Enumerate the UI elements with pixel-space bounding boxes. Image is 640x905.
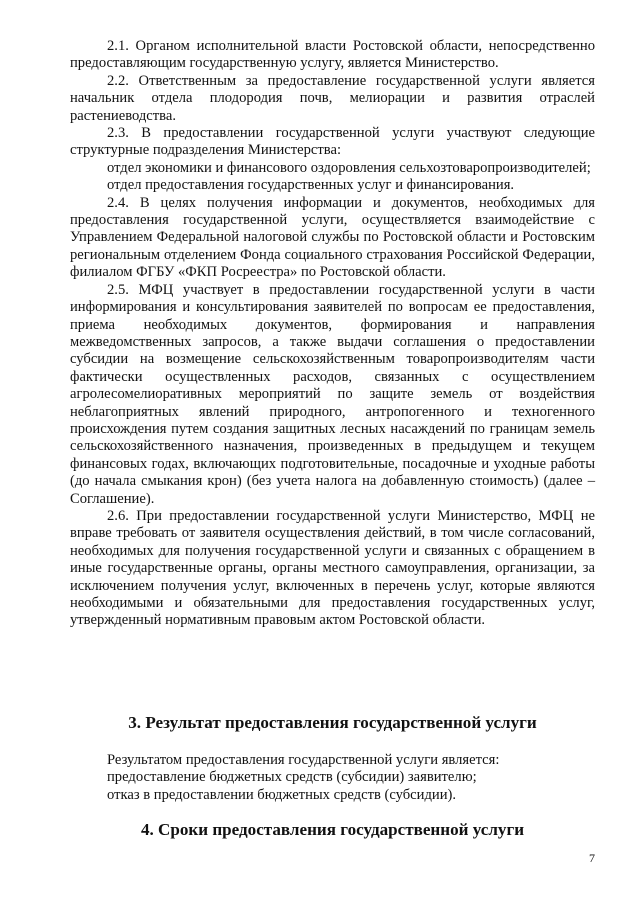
section-3-heading: 3. Результат предоставления государственной услуги bbox=[128, 713, 537, 732]
paragraph-2-3: 2.3. В предоставлении государственной услуги участвуют следующие структурные подразделения Министерства: bbox=[70, 125, 595, 159]
paragraph-2-5: 2.5. МФЦ участвует в предоставлении государственной услуги в части информирования и консультирования заявителей по вопросам ее предоставления, приема необходимых документов, формирования и направления межведомственных запросов, а также выдачи соглашения о предоставлении субсидии на возмещение сельскохозяйственным товаропроизводителям части фактически осуществленных расходов, связанных с осуществлением агролесомелиоративных мероприятий по защите земель от воздействия неблагоприятных явлений природного, антропогенного и техногенного происхождения путем создания защитных лесных насаждений по границам земель сельскохозяйственного назначения, произведенных в предыдущем и текущем финансовых годах, включающих подготовительные, посадочные и уходные работы (до начала смыкания крон) (без учета налога на добавленную стоимость) (далее – Соглашение). bbox=[70, 281, 595, 507]
paragraph-2-6: 2.6. При предоставлении государственной услуги Министерство, МФЦ не вправе требовать от заявителя осуществления действий, в том числе согласований, необходимых для получения государственной услуги и связанных с обращением в иные государственные органы, органы местного самоуправления, организации, за исключением получения услуг, включенных в перечень услуг, которые являются необходимыми и обязательными для предоставления государственных услуг, утвержденный нормативным правовым актом Ростовской области. bbox=[70, 507, 595, 629]
page-number: 7 bbox=[589, 851, 595, 865]
section-4-heading: 4. Сроки предоставления государственной услуги bbox=[140, 820, 525, 839]
paragraph-2-3-item-economics: отдел экономики и финансового оздоровления сельхозтоваропроизводителей; bbox=[107, 159, 591, 176]
result-intro: Результатом предоставления государственной услуги является: bbox=[107, 752, 500, 768]
paragraph-2-3-item-services: отдел предоставления государственных услуг и финансирования. bbox=[107, 177, 515, 194]
paragraph-2-4: 2.4. В целях получения информации и документов, необходимых для предоставления государственной услуги, осуществляется взаимодействие с Управлением Федеральной налоговой службы по Ростовской области и Ростовским региональным отделением Фонда социального страхования Российской Федерации, филиалом ФГБУ «ФКП Росреестра» по Ростовской области. bbox=[70, 194, 595, 281]
section-2-body bbox=[70, 38, 595, 630]
section-3-body bbox=[107, 752, 595, 804]
result-item-refuse: отказ в предоставлении бюджетных средств (субсидии). bbox=[107, 786, 457, 803]
paragraph-2-1: 2.1. Органом исполнительной власти Ростовской области, непосредственно предоставляющим государственную услугу, является Министерство. bbox=[70, 38, 595, 72]
result-item-provide: предоставление бюджетных средств (субсидии) заявителю; bbox=[107, 769, 477, 786]
paragraph-2-2: 2.2. Ответственным за предоставление государственной услуги является начальник отдела плодородия почв, мелиорации и развития отраслей растениеводства. bbox=[70, 72, 595, 124]
